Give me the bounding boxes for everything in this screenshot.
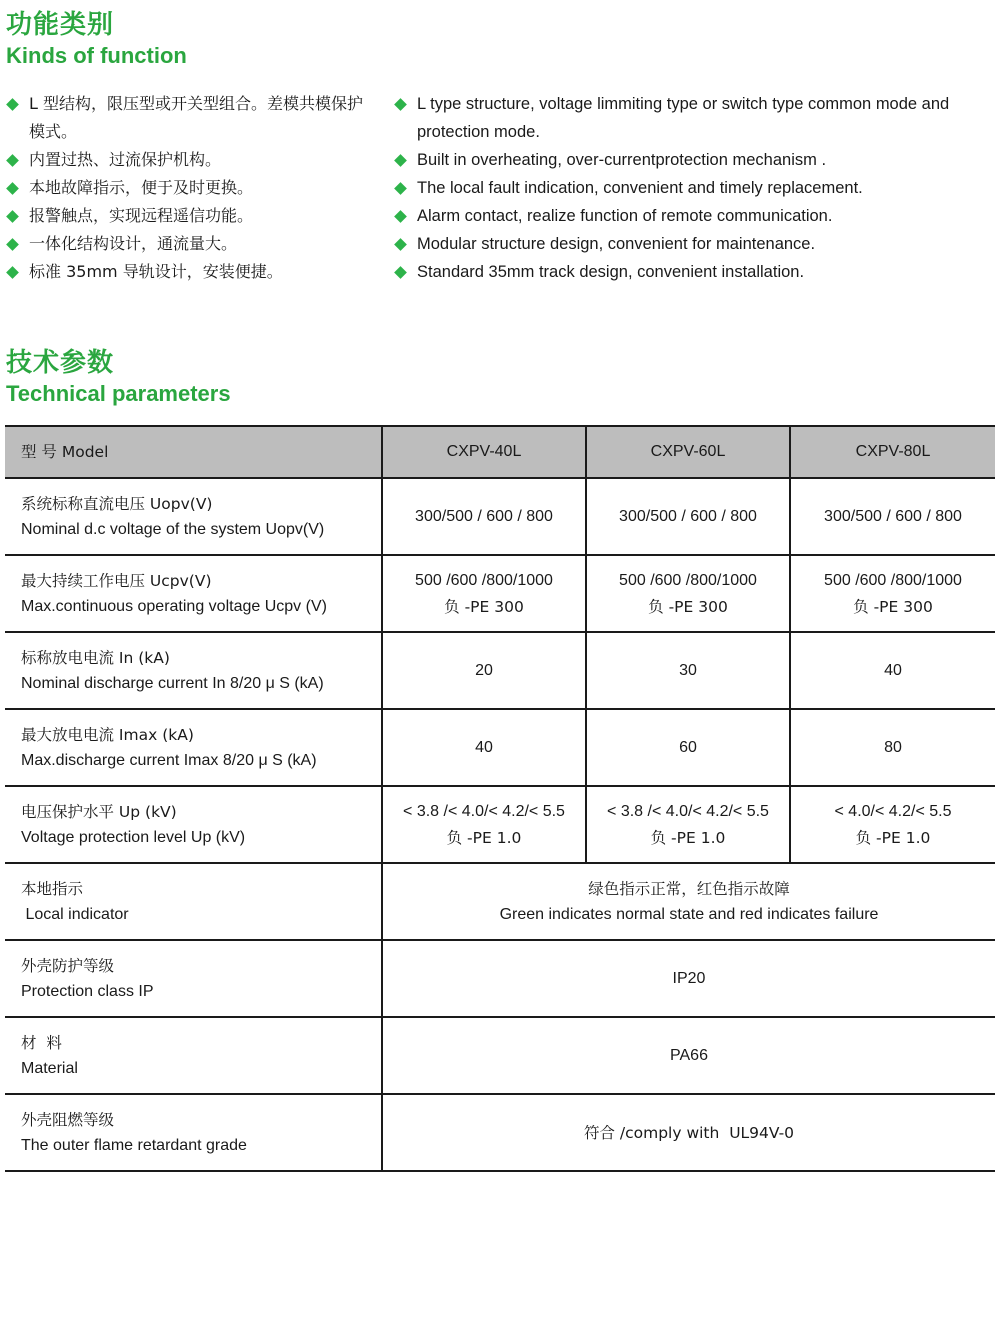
row-value: 30 <box>586 632 790 709</box>
diamond-bullet-icon <box>6 266 19 279</box>
row-label: 电压保护水平 Up (kV) Voltage protection level Up (kV) <box>5 786 382 863</box>
table-row <box>5 1094 995 1171</box>
row-label: 最大持续工作电压 Ucpv(V) Max.continuous operating voltage Ucpv (V) <box>5 555 382 632</box>
row-value: 300/500 / 600 / 800 <box>586 478 790 555</box>
list-item <box>5 174 365 202</box>
table-row <box>5 940 995 1017</box>
list-item-text: Modular structure design, convenient for maintenance. <box>417 235 816 253</box>
diamond-bullet-icon <box>394 238 407 251</box>
diamond-bullet-icon <box>6 182 19 195</box>
list-item-text: 一体化结构设计，通流量大。 <box>29 234 238 253</box>
row-value: 40 <box>382 709 586 786</box>
list-item-text: L 型结构，限压型或开关型组合。差模共模保护模式。 <box>29 94 364 141</box>
table-row <box>5 709 995 786</box>
row-value: 80 <box>790 709 995 786</box>
row-label: 外壳防护等级 Protection class IP <box>5 940 382 1017</box>
row-label: 最大放电电流 Imax (kA) Max.discharge current Imax 8/20 μ S (kA) <box>5 709 382 786</box>
list-item <box>393 174 993 202</box>
row-value: 300/500 / 600 / 800 <box>382 478 586 555</box>
diamond-bullet-icon <box>394 266 407 279</box>
row-value: 500 /600 /800/1000 负 -PE 300 <box>586 555 790 632</box>
diamond-bullet-icon <box>6 238 19 251</box>
list-item-text: 报警触点，实现远程遥信功能。 <box>29 206 254 225</box>
list-item-text: Built in overheating, over-currentprotection mechanism . <box>417 151 827 169</box>
table-row <box>5 478 995 555</box>
row-value: < 3.8 /< 4.0/< 4.2/< 5.5 负 -PE 1.0 <box>382 786 586 863</box>
row-label: 标称放电电流 In (kA) Nominal discharge current In 8/20 μ S (kA) <box>5 632 382 709</box>
row-label: 本地指示 Local indicator <box>5 863 382 940</box>
row-value-merged: 符合 /comply with UL94V-0 <box>382 1094 995 1171</box>
list-item-text: 内置过热、过流保护机构。 <box>29 150 222 169</box>
list-item-text: Standard 35mm track design, convenient installation. <box>417 263 805 281</box>
header-model-label: 型 号 Model <box>5 426 382 478</box>
table-row <box>5 786 995 863</box>
function-list-en <box>393 90 993 286</box>
diamond-bullet-icon <box>6 210 19 223</box>
row-label: 外壳阻燃等级 The outer flame retardant grade <box>5 1094 382 1171</box>
diamond-bullet-icon <box>394 98 407 111</box>
diamond-bullet-icon <box>394 154 407 167</box>
row-value-merged: 绿色指示正常，红色指示故障 Green indicates normal state and red indicates failure <box>382 863 995 940</box>
table-row <box>5 555 995 632</box>
spec-table <box>5 425 995 1172</box>
list-item <box>5 230 365 258</box>
table-row <box>5 632 995 709</box>
row-label: 系统标称直流电压 Uopv(V) Nominal d.c voltage of the system Uopv(V) <box>5 478 382 555</box>
list-item-text: The local fault indication, convenient and timely replacement. <box>417 179 863 197</box>
params-title-cn: 技术参数 <box>6 348 115 378</box>
list-item <box>393 202 993 230</box>
diamond-bullet-icon <box>6 98 19 111</box>
row-value: 500 /600 /800/1000 负 -PE 300 <box>790 555 995 632</box>
list-item-text: 标准 35mm 导轨设计，安装便捷。 <box>29 262 283 281</box>
row-value: < 3.8 /< 4.0/< 4.2/< 5.5 负 -PE 1.0 <box>586 786 790 863</box>
header-model-2: CXPV-60L <box>586 426 790 478</box>
header-model-1: CXPV-40L <box>382 426 586 478</box>
list-item <box>393 90 993 146</box>
row-value: 500 /600 /800/1000 负 -PE 300 <box>382 555 586 632</box>
list-item-text: L type structure, voltage limmiting type or switch type common mode and protection mode. <box>417 95 950 141</box>
list-item <box>5 258 365 286</box>
header-model-3: CXPV-80L <box>790 426 995 478</box>
list-item <box>5 146 365 174</box>
row-value-merged: PA66 <box>382 1017 995 1094</box>
row-value: < 4.0/< 4.2/< 5.5 负 -PE 1.0 <box>790 786 995 863</box>
diamond-bullet-icon <box>394 210 407 223</box>
params-title-en: Technical parameters <box>6 381 231 406</box>
table-header-row <box>5 426 995 478</box>
row-value: 40 <box>790 632 995 709</box>
functions-title-cn: 功能类别 <box>6 10 115 40</box>
list-item <box>393 146 993 174</box>
row-value: 300/500 / 600 / 800 <box>790 478 995 555</box>
list-item <box>393 230 993 258</box>
functions-title-en: Kinds of function <box>6 43 187 68</box>
list-item-text: Alarm contact, realize function of remote communication. <box>417 207 833 225</box>
list-item-text: 本地故障指示，便于及时更换。 <box>29 178 254 197</box>
list-item <box>393 258 993 286</box>
row-label: 材 料 Material <box>5 1017 382 1094</box>
table-row <box>5 1017 995 1094</box>
table-row <box>5 863 995 940</box>
row-value: 60 <box>586 709 790 786</box>
list-item <box>5 90 365 146</box>
function-list-cn <box>5 90 365 286</box>
list-item <box>5 202 365 230</box>
row-value-merged: IP20 <box>382 940 995 1017</box>
diamond-bullet-icon <box>6 154 19 167</box>
diamond-bullet-icon <box>394 182 407 195</box>
row-value: 20 <box>382 632 586 709</box>
